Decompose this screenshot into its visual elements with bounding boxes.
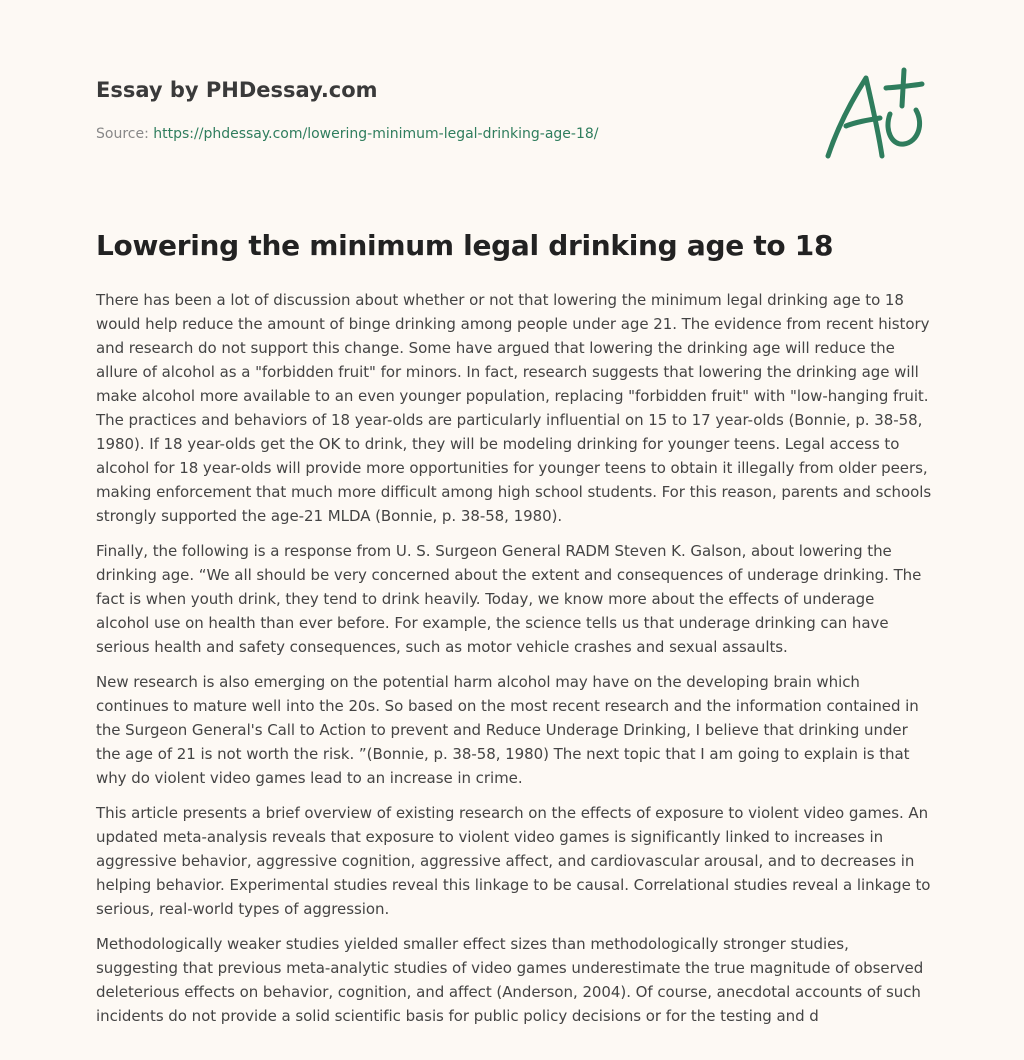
essay-paragraph: Methodologically weaker studies yielded smaller effect sizes than methodologically stronger studies, suggesting that previous meta-analytic studies of video games underestimate the true magnitude of observed deleterious effects on behavior, cognition, and affect (Anderson, 2004). Of course, anecdotal accounts of such incidents do not provide a solid scientific basis for public policy decisions or for the testing and d xyxy=(96,935,924,1025)
essay-paragraph: Finally, the following is a response from U. S. Surgeon General RADM Steven K. Galson, about lowering the drinking age. “We all should be very concerned about the extent and consequences of underage drinking. The fact is when youth drink, they tend to drink heavily. Today, we know more about the effects of underage alcohol use on health than ever before. For example, the science tells us that underage drinking can have serious health and safety consequences, such as motor vehicle crashes and sexual assaults. xyxy=(96,542,922,656)
source-link[interactable]: https://phdessay.com/lowering-minimum-legal-drinking-age-18/ xyxy=(153,126,599,142)
source-label: Source: xyxy=(96,126,154,142)
a-plus-grade-icon xyxy=(820,64,930,168)
essay-paragraph: There has been a lot of discussion about whether or not that lowering the minimum legal drinking age to 18 would help reduce the amount of binge drinking among people under age 21. The evidence from recent history and research do not support this change. Some have argued that lowering the drinking age will reduce the allure of alcohol as a "forbidden fruit" for minors. In fact, research suggests that lowering the drinking age will make alcohol more available to an even younger population, replacing "forbidden fruit" with "low-hanging fruit. The practices and behaviors of 18 year-olds are particularly influential on 15 to 17 year-olds (Bonnie, p. 38-58, 1980). If 18 year-olds get the OK to drink, they will be modeling drinking for younger teens. Legal access to alcohol for 18 year-olds will provide more opportunities for younger teens to obtain it illegally from older peers, making enforcement that much more difficult among high school students. For this reason, parents and schools strongly supported the age-21 MLDA (Bonnie, p. 38-58, 1980). xyxy=(96,291,932,525)
essay-paragraph: This article presents a brief overview of existing research on the effects of exposure to violent video games. An updated meta-analysis reveals that exposure to violent video games is significantly linked to increases in aggressive behavior, aggressive cognition, aggressive affect, and cardiovascular arousal, and to decreases in helping behavior. Experimental studies reveal this linkage to be causal. Correlational studies reveal a linkage to serious, real-world types of aggression. xyxy=(96,804,931,918)
source-line xyxy=(96,124,796,144)
essay-paragraph: New research is also emerging on the potential harm alcohol may have on the developing brain which continues to mature well into the 20s. So based on the most recent research and the information contained in the Surgeon General's Call to Action to prevent and Reduce Underage Drinking, I believe that drinking under the age of 21 is not worth the risk. ”(Bonnie, p. 38-58, 1980) The next topic that I am going to explain is that why do violent video games lead to an increase in crime. xyxy=(96,673,919,787)
essay-article xyxy=(96,226,932,1039)
site-title: Essay by PHDessay.com xyxy=(96,78,378,102)
essay-title: Lowering the minimum legal drinking age to 18 xyxy=(96,229,834,262)
essay-header xyxy=(96,76,796,144)
